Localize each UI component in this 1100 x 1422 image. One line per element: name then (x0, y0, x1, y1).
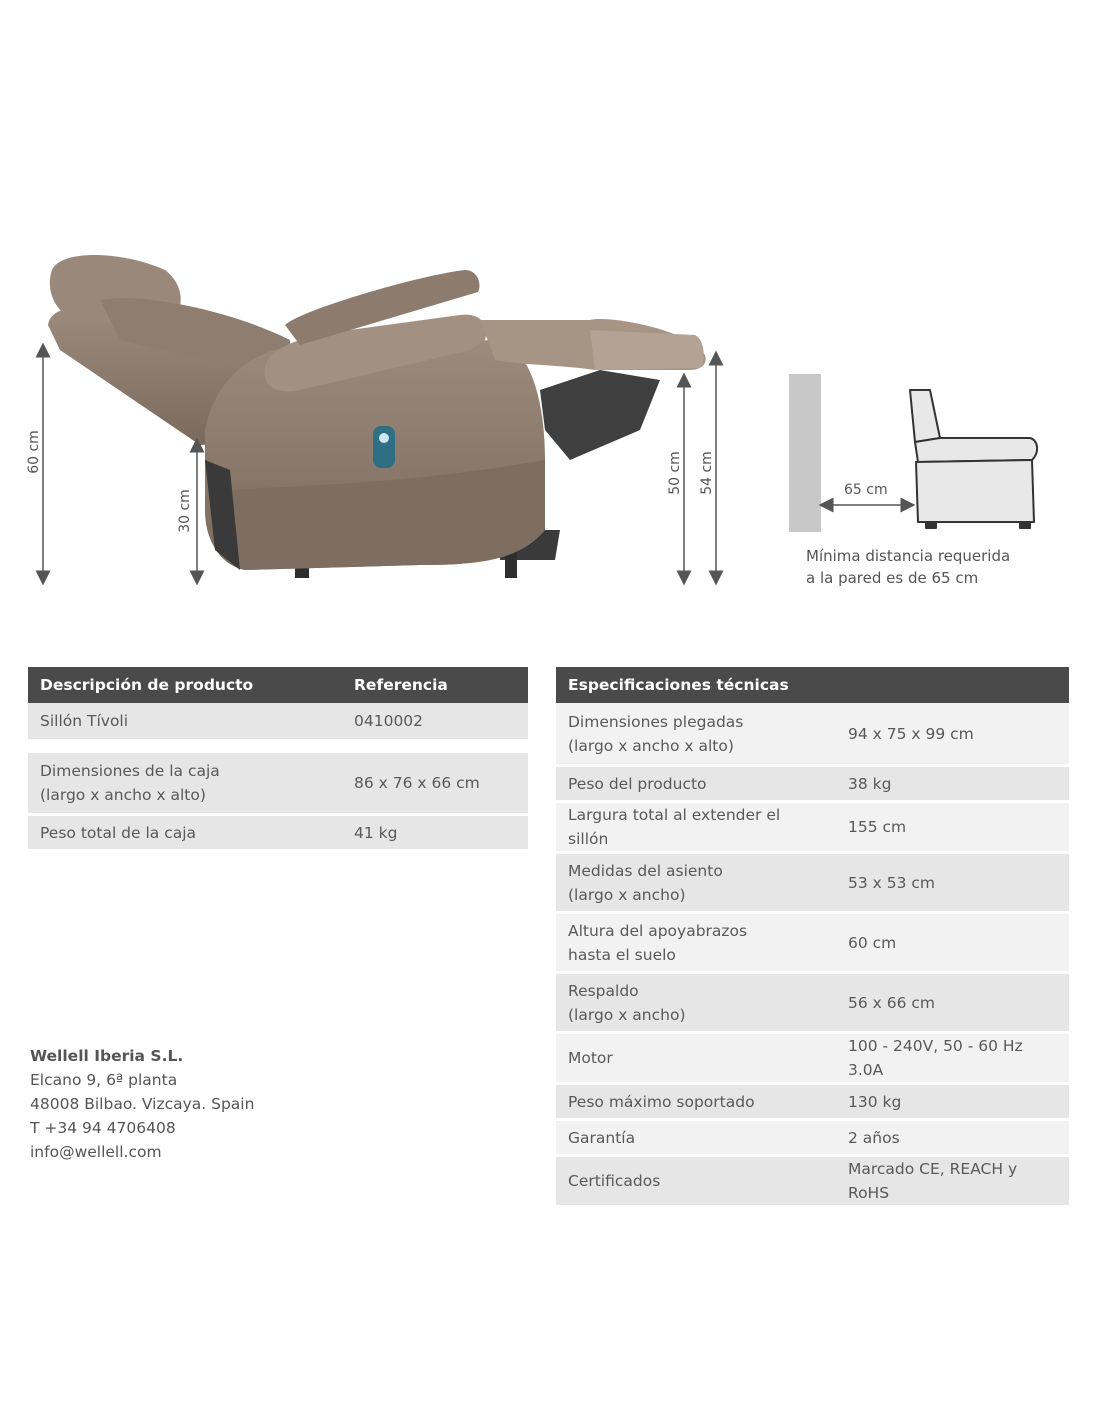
row-label-line1: Altura del apoyabrazos (568, 921, 748, 940)
row-value: 0410002 (342, 703, 528, 739)
table-row (28, 753, 528, 813)
dim-label-65cm: 65 cm (844, 482, 888, 498)
row-label (556, 971, 836, 1031)
product-table (28, 667, 528, 849)
row-value: 94 x 75 x 99 cm (836, 703, 1069, 764)
table-row (556, 1154, 1069, 1205)
wall-note-line1: Mínima distancia requerida (806, 547, 1011, 565)
row-label: Largura total al extender el sillón (556, 800, 836, 851)
table-row (556, 800, 1069, 851)
company-name: Wellell Iberia S.L. (30, 1047, 184, 1065)
row-label: Peso del producto (556, 764, 836, 800)
table-row (556, 1082, 1069, 1118)
product-table-header (28, 667, 528, 703)
row-value: 100 - 240V, 50 - 60 Hz 3.0A (836, 1031, 1069, 1082)
header-description: Descripción de producto (28, 667, 342, 703)
row-label-line1: Dimensiones de la caja (40, 762, 220, 780)
recliner-chair (48, 255, 706, 578)
company-email-link[interactable]: info@wellell.com (30, 1143, 162, 1161)
spec-table (556, 667, 1069, 1205)
company-address-line1: Elcano 9, 6ª planta (30, 1071, 178, 1089)
row-label-line2: (largo x ancho) (568, 885, 686, 904)
table-row (28, 703, 528, 739)
dim-label-60cm: 60 cm (25, 430, 42, 474)
row-label-line2: (largo x ancho) (568, 1005, 686, 1024)
row-label (556, 703, 836, 764)
row-value: 130 kg (836, 1082, 1069, 1118)
table-row (556, 971, 1069, 1031)
table-row (556, 851, 1069, 911)
company-address-line2: 48008 Bilbao. Vizcaya. Spain (30, 1095, 255, 1113)
row-label: Garantía (556, 1118, 836, 1154)
company-info (30, 1044, 254, 1164)
wall-distance-note (806, 545, 1010, 589)
header-specs: Especificaciones técnicas (556, 667, 1069, 703)
row-value: 2 años (836, 1118, 1069, 1154)
header-reference: Referencia (342, 667, 528, 703)
row-label-line1: Respaldo (568, 981, 639, 1000)
row-value: 56 x 66 cm (836, 971, 1069, 1031)
table-row (556, 703, 1069, 764)
row-label (28, 753, 342, 813)
wall-shape (789, 374, 821, 532)
table-row (556, 764, 1069, 800)
table-spacer (28, 739, 528, 753)
table-row (28, 813, 528, 849)
wall-note-line2: a la pared es de 65 cm (806, 569, 979, 587)
spec-table-header (556, 667, 1069, 703)
row-label-line2: (largo x ancho x alto) (568, 736, 734, 755)
row-label (556, 911, 836, 971)
row-label-line2: hasta el suelo (568, 945, 676, 964)
row-label: Certificados (556, 1154, 836, 1205)
row-label: Sillón Tívoli (28, 703, 342, 739)
row-label-line1: Dimensiones plegadas (568, 712, 744, 731)
table-row (556, 1118, 1069, 1154)
company-phone: T +34 94 4706408 (30, 1119, 176, 1137)
row-value: 60 cm (836, 911, 1069, 971)
row-value: Marcado CE, REACH y RoHS (836, 1154, 1069, 1205)
row-label-line1: Medidas del asiento (568, 861, 723, 880)
dim-label-50cm: 50 cm (666, 451, 683, 495)
row-value: 38 kg (836, 764, 1069, 800)
dim-label-30cm: 30 cm (176, 489, 193, 533)
table-row (556, 1031, 1069, 1082)
row-label: Peso total de la caja (28, 813, 342, 849)
row-label-line2: (largo x ancho x alto) (40, 786, 206, 804)
row-value: 53 x 53 cm (836, 851, 1069, 911)
dim-label-54cm: 54 cm (698, 451, 715, 495)
remote-icon (373, 426, 395, 468)
row-value: 41 kg (342, 813, 528, 849)
row-label: Motor (556, 1031, 836, 1082)
row-label: Peso máximo soportado (556, 1082, 836, 1118)
chair-outline-icon (910, 390, 1037, 528)
row-label (556, 851, 836, 911)
table-row (556, 911, 1069, 971)
row-value: 155 cm (836, 800, 1069, 851)
row-value: 86 x 76 x 66 cm (342, 753, 528, 813)
